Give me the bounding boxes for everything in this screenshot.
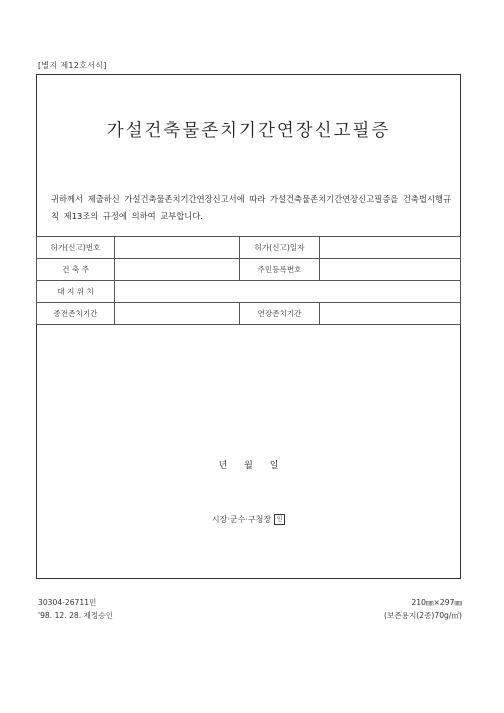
- previous-period-label: 종전존치기간: [37, 303, 115, 325]
- paper-size: 210㎜×297㎜: [411, 598, 462, 607]
- table-row: [37, 281, 461, 303]
- extended-period-field[interactable]: [320, 303, 461, 325]
- resident-number-field[interactable]: [320, 259, 461, 281]
- notice-text: 귀하께서 제출하신 가설건축물존치기간연장신고서에 따라 가설건축물존치기간연장신고필증을 건축법시행규칙 제13조의 규정에 의하여 교부합니다.: [51, 194, 451, 221]
- date-line: 년 월 일: [218, 461, 279, 471]
- owner-label: 건 축 주: [37, 259, 115, 281]
- resident-number-label: 주민등록번호: [240, 259, 320, 281]
- permit-date-label: 허가(신고)일자: [240, 237, 320, 259]
- table-row: [37, 259, 461, 281]
- document-title: 가설건축물존치기간연장신고필증: [106, 121, 391, 141]
- table-row: [37, 237, 461, 259]
- certificate-frame: [36, 74, 461, 579]
- site-location-label: 대 지 위 치: [37, 281, 115, 303]
- info-table: [36, 236, 461, 325]
- issuer-name: 시장·군수·구청장: [211, 515, 272, 524]
- table-row: [37, 303, 461, 325]
- permit-number-field[interactable]: [115, 237, 240, 259]
- previous-period-field[interactable]: [115, 303, 240, 325]
- site-location-field[interactable]: [115, 281, 461, 303]
- approval-date: '98. 12. 28. 제정승인: [38, 611, 113, 620]
- form-code: 30304-26711민: [38, 598, 97, 607]
- seal-icon: 인: [274, 514, 285, 525]
- extended-period-label: 연장존치기간: [240, 303, 320, 325]
- permit-date-field[interactable]: [320, 237, 461, 259]
- owner-field[interactable]: [115, 259, 240, 281]
- issuer-line: [37, 514, 460, 525]
- permit-number-label: 허가(신고)번호: [37, 237, 115, 259]
- form-number: [별지 제12호서식]: [38, 61, 107, 70]
- paper-type: (보존용지(2종)70g/㎡): [384, 611, 462, 620]
